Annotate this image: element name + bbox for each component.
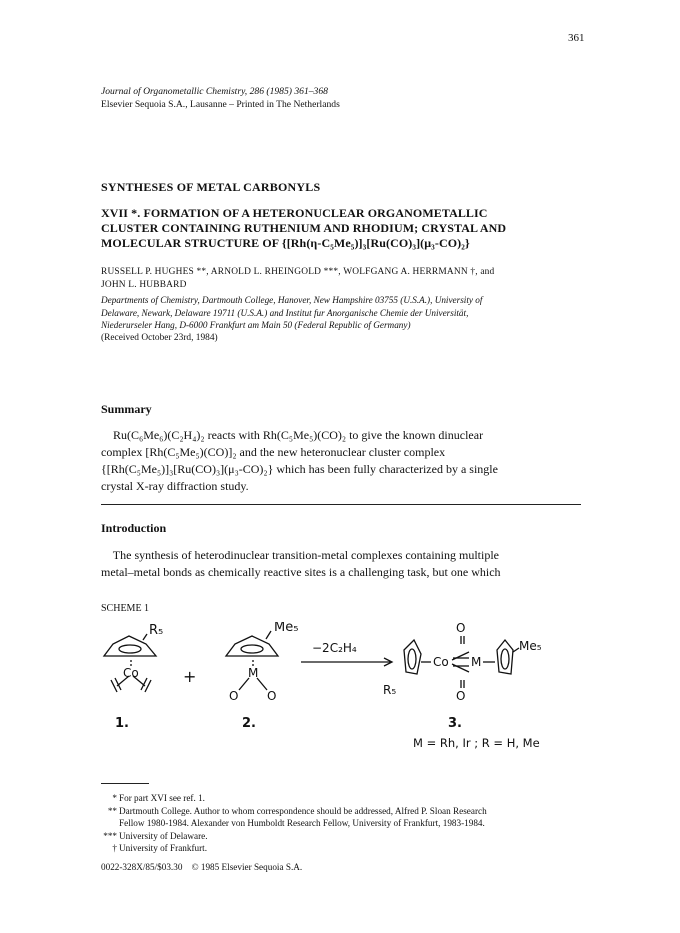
compound-2-ligand-right: O — [267, 689, 277, 703]
summary-heading: Summary — [101, 402, 152, 416]
footnote — [101, 830, 586, 843]
reaction-arrow — [301, 658, 392, 666]
summary-line: complex [Rh(C₅Me₅)(CO)]₂ and the new heteronuclear cluster complex — [101, 445, 446, 459]
copyright-line: 0022-328X/85/$03.30 © 1985 Elsevier Sequoia S.A. — [101, 862, 303, 872]
footnote-mark: * — [112, 793, 117, 803]
footnote-text: University of Frankfurt. — [119, 843, 208, 853]
title-line: MOLECULAR STRUCTURE OF {[Rh(η-C₅Me₅)]₃[Ru(CO)₃](μ₃-CO)₂} — [101, 236, 470, 250]
footnote-text: Dartmouth College. Author to whom correspondence should be addressed, Alfred P. Sloan Research — [119, 805, 487, 816]
reaction-condition: −2C₂H₄ — [312, 641, 357, 655]
affiliations — [101, 294, 586, 332]
compound-1-substituent: R₅ — [149, 623, 164, 638]
compound-3-left-substituent: R₅ — [383, 683, 397, 697]
compound-1-number: 1. — [115, 716, 129, 731]
journal-citation — [101, 85, 340, 111]
compound-2-structure — [226, 631, 278, 690]
section-divider — [101, 504, 581, 505]
introduction-line: metal–metal bonds as chemically reactive sites is a challenging task, but one which — [101, 565, 501, 579]
footnote-text: For part XVI see ref. 1. — [119, 793, 205, 803]
compound-1-structure — [104, 634, 156, 692]
compound-2-metal: M — [248, 666, 259, 680]
introduction-line: The synthesis of heterodinuclear transition-metal complexes containing multiple — [101, 548, 500, 562]
footnote-mark: ** — [107, 805, 117, 816]
footnote — [101, 842, 586, 855]
compound-3-metal-right: M — [471, 655, 482, 669]
page-number: 361 — [568, 32, 585, 44]
author-line: RUSSELL P. HUGHES **, ARNOLD L. RHEINGOLD ***, WOLFGANG A. HERRMANN †, and — [101, 267, 495, 277]
introduction-paragraph — [101, 547, 583, 581]
footnote-mark: *** — [103, 830, 117, 841]
footnote — [101, 817, 586, 830]
footnotes — [101, 792, 586, 855]
compound-3-oxygen-bottom: O — [456, 689, 466, 703]
summary-paragraph — [101, 427, 583, 495]
footnote-divider — [101, 783, 149, 784]
compound-2-number: 2. — [242, 716, 256, 731]
journal-line-1: Journal of Organometallic Chemistry, 286 (1985) 361–368 — [101, 86, 328, 97]
affiliation-line: Niederurseler Hang, D-6000 Frankfurt am Main 50 (Federal Republic of Germany) — [101, 320, 411, 330]
footnote-mark: † — [112, 843, 117, 853]
affiliation-line: Delaware, Newark, Delaware 19711 (U.S.A.) and Institut fur Anorganische Chemie der Universität, — [101, 307, 469, 318]
journal-line-2: Elsevier Sequoia S.A., Lausanne – Printed in The Netherlands — [101, 99, 340, 110]
compound-3-right-substituent: Me₅ — [519, 639, 542, 653]
summary-line: crystal X-ray diffraction study. — [101, 479, 249, 493]
article-title — [101, 206, 601, 251]
compound-3-metal-left: Co — [433, 655, 449, 669]
introduction-heading: Introduction — [101, 521, 167, 535]
reaction-scheme — [101, 622, 581, 772]
footnote-text: University of Delaware. — [119, 830, 208, 841]
title-line: CLUSTER CONTAINING RUTHENIUM AND RHODIUM; CRYSTAL AND — [101, 221, 507, 235]
compound-3-legend: M = Rh, Ir ; R = H, Me — [413, 736, 540, 750]
received-date: (Received October 23rd, 1984) — [101, 333, 218, 343]
affiliation-line: Departments of Chemistry, Dartmouth College, Hanover, New Hampshire 03755 (U.S.A.), University of — [101, 295, 483, 305]
author-list — [101, 266, 586, 292]
footnote — [101, 805, 586, 818]
footnote-text: Fellow 1980-1984. Alexander von Humboldt Research Fellow, University of Frankfurt, 1983-1984. — [119, 818, 485, 828]
author-line: JOHN L. HUBBARD — [101, 280, 187, 290]
compound-3-structure — [404, 636, 519, 688]
compound-2-ligand-left: O — [229, 689, 239, 703]
compound-2-substituent: Me₅ — [274, 622, 299, 635]
series-title: SYNTHESES OF METAL CARBONYLS — [101, 180, 321, 194]
compound-1-metal: Co — [123, 666, 139, 680]
compound-3-oxygen-top: O — [456, 622, 466, 635]
scheme-label: SCHEME 1 — [101, 603, 150, 614]
reaction-scheme-drawing — [101, 622, 581, 772]
summary-line: Ru(C₆Me₆)(C₂H₄)₂ reacts with Rh(C₅Me₅)(CO)₂ to give the known dinuclear — [101, 428, 484, 442]
plus-sign: + — [183, 667, 197, 686]
compound-3-number: 3. — [448, 716, 462, 731]
summary-line: {[Rh(C₅Me₅)]₃[Ru(CO)₃](μ₃-CO)₂} which has been fully characterized by a single — [101, 462, 498, 476]
title-line: XVII *. FORMATION OF A HETERONUCLEAR ORGANOMETALLIC — [101, 206, 488, 220]
footnote — [101, 792, 586, 805]
